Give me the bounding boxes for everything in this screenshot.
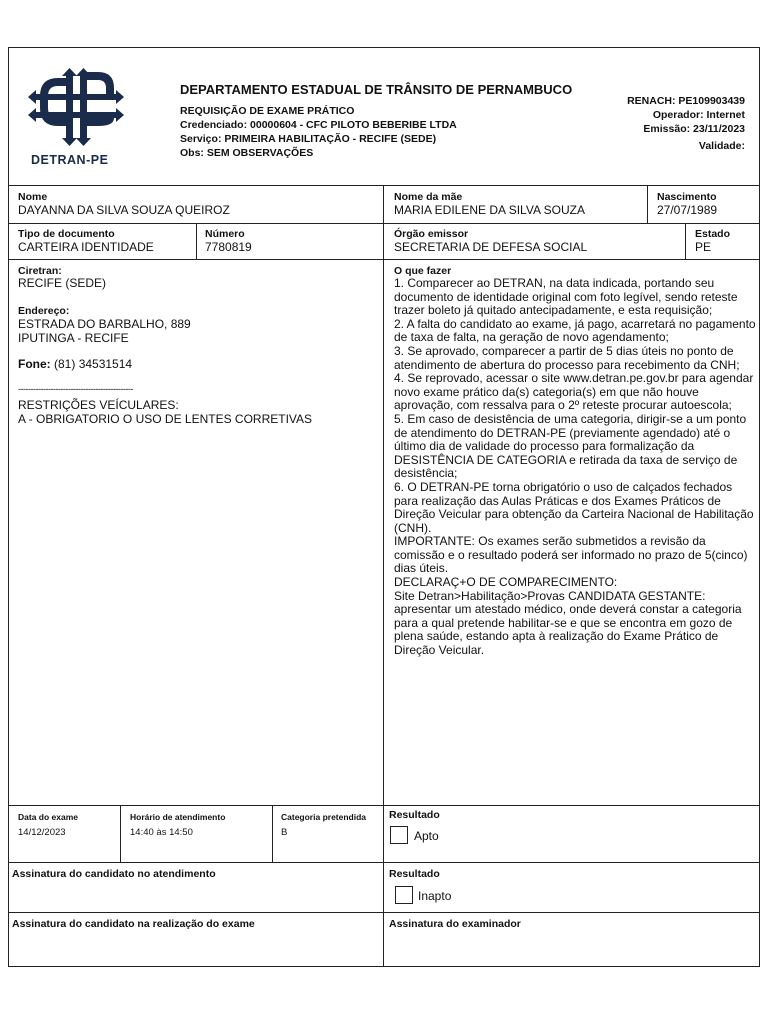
instructions bbox=[394, 277, 756, 658]
data-exame-label: Data do exame bbox=[18, 812, 78, 822]
column-divider bbox=[647, 185, 648, 223]
endereco-line-2: IPUTINGA - RECIFE bbox=[18, 331, 129, 345]
mae-value: MARIA EDILENE DA SILVA SOUZA bbox=[394, 203, 585, 217]
horario-label: Horário de atendimento bbox=[130, 812, 226, 822]
instruction-paragraph: 4. Se reprovado, acessar o site www.detran.pe.gov.br para agendar novo exame prático da(s) categoria(s) em que não houve aprovação, com ressalva para o 2º reteste procurar autoescola; bbox=[394, 371, 754, 413]
tipo-documento-value: CARTEIRA IDENTIDADE bbox=[18, 240, 154, 254]
endereco-line-1: ESTRADA DO BARBALHO, 889 bbox=[18, 317, 191, 331]
instruction-paragraph: 5. Em caso de desistência de uma categoria, dirigir-se a um ponto de atendimento do DETRAN-PE (previamente agendado) até o último dia de validade do processo para formalização da DESISTÊNCIA DE CATEGORIA e retirada da taxa de serviço de desistência; bbox=[394, 411, 747, 481]
logo-text: DETRAN-PE bbox=[31, 153, 109, 167]
estado-label: Estado bbox=[695, 228, 731, 240]
instruction-paragraph: DECLARAÇ+O DE COMPARECIMENTO: bbox=[394, 575, 618, 590]
header-line: Serviço: PRIMEIRA HABILITAÇÃO - RECIFE (SEDE) bbox=[180, 133, 437, 145]
ciretran-label: Ciretran: bbox=[18, 265, 62, 277]
header-line: Obs: SEM OBSERVAÇÕES bbox=[180, 147, 314, 159]
header-title: DEPARTAMENTO ESTADUAL DE TRÂNSITO DE PERNAMBUCO bbox=[180, 82, 573, 97]
apto-checkbox[interactable] bbox=[390, 826, 408, 844]
instruction-paragraph: 2. A falta do candidato ao exame, já pago, acarretará no pagamento de taxa de falta, na geração de novo agendamento; bbox=[394, 316, 756, 345]
mae-label: Nome da mãe bbox=[394, 191, 463, 203]
emissao: Emissão: 23/11/2023 bbox=[643, 123, 745, 135]
restricoes-value: A - OBRIGATORIO O USO DE LENTES CORRETIVAS bbox=[18, 412, 313, 426]
header-right-info bbox=[627, 94, 745, 153]
divider bbox=[8, 223, 760, 224]
instruction-paragraph: 1. Comparecer ao DETRAN, na data indicada, portando seu documento de identidade original com foto legível, sendo reteste trazer boleto já quitado antecipadamente, e esta requisição; bbox=[394, 276, 738, 318]
instruction-paragraph: Site Detran>Habilitação>Provas CANDIDATA GESTANTE: apresentar um atestado médico, onde deverá constar a categoria para a qual pretende habilitar-se e que se encontra em gozo de plena saúde, estando apta à realização do Exame Prático de Direção Veicular. bbox=[394, 588, 742, 658]
header-line: Credenciado: 00000604 - CFC PILOTO BEBERIBE LTDA bbox=[180, 119, 457, 131]
endereco-label: Endereço: bbox=[18, 305, 70, 317]
nascimento-value: 27/07/1989 bbox=[657, 203, 718, 217]
horario-value: 14:40 às 14:50 bbox=[130, 827, 193, 838]
tipo-documento-label: Tipo de documento bbox=[18, 228, 115, 240]
categoria-value: B bbox=[281, 827, 288, 838]
fone-label: Fone: bbox=[18, 357, 51, 371]
orgao-emissor-value: SECRETARIA DE DEFESA SOCIAL bbox=[394, 240, 588, 254]
instruction-paragraph: 3. Se aprovado, comparecer a partir de 5 dias úteis no ponto de atendimento de abertura do processo para recebimento da CNH; bbox=[394, 343, 740, 372]
orgao-emissor-label: Órgão emissor bbox=[394, 228, 469, 240]
estado-value: PE bbox=[695, 240, 712, 254]
assinatura-examinador-label: Assinatura do examinador bbox=[389, 918, 521, 930]
column-divider bbox=[383, 185, 384, 967]
data-exame-value: 14/12/2023 bbox=[18, 827, 66, 838]
column-divider bbox=[196, 223, 197, 259]
divider bbox=[8, 259, 760, 260]
numero-value: 7780819 bbox=[205, 240, 252, 254]
numero-label: Número bbox=[205, 228, 245, 240]
column-divider bbox=[685, 223, 686, 259]
detran-logo-icon bbox=[28, 68, 124, 146]
assinatura-exame-label: Assinatura do candidato na realização do exame bbox=[12, 918, 255, 930]
column-divider bbox=[272, 805, 273, 862]
ciretran-value: RECIFE (SEDE) bbox=[18, 276, 107, 290]
o-que-fazer-label: O que fazer bbox=[394, 265, 452, 277]
nascimento-label: Nascimento bbox=[657, 191, 717, 203]
apto-label: Apto bbox=[414, 829, 439, 843]
detran-logo bbox=[28, 68, 124, 167]
restricoes-title: RESTRIÇÕES VEÍCULARES: bbox=[18, 398, 179, 412]
nome-label: Nome bbox=[18, 191, 48, 203]
instruction-paragraph: IMPORTANTE: Os exames serão submetidos a revisão da comissão e o resultado poderá ser informado no prazo de 5(cinco) dias úteis. bbox=[394, 534, 748, 576]
divider bbox=[8, 862, 760, 863]
resultado-label: Resultado bbox=[389, 809, 440, 821]
nome-value: DAYANNA DA SILVA SOUZA QUEIROZ bbox=[18, 203, 230, 217]
column-divider bbox=[120, 805, 121, 862]
separator-line: ---------------------------------------------- bbox=[18, 384, 133, 394]
fone-row bbox=[18, 357, 132, 371]
renach: RENACH: PE109903439 bbox=[627, 95, 745, 107]
categoria-label: Categoria pretendida bbox=[281, 812, 367, 822]
fone-value: (81) 34531514 bbox=[54, 357, 133, 371]
operador: Operador: Internet bbox=[652, 109, 745, 121]
validade: Validade: bbox=[698, 140, 745, 152]
resultado-label: Resultado bbox=[389, 868, 440, 880]
assinatura-atendimento-label: Assinatura do candidato no atendimento bbox=[12, 868, 216, 880]
instruction-paragraph: 6. O DETRAN-PE torna obrigatório o uso de calçados fechados para realização das Aulas Práticas e dos Exames Práticos de Direção Veicular para obtenção da Carteira Nacional de Habilitação (CNH). bbox=[394, 479, 754, 535]
header-line: REQUISIÇÃO DE EXAME PRÁTICO bbox=[180, 105, 355, 117]
inapto-label: Inapto bbox=[418, 889, 452, 903]
divider bbox=[8, 912, 760, 913]
header-lines bbox=[180, 104, 457, 160]
inapto-checkbox[interactable] bbox=[395, 886, 413, 904]
